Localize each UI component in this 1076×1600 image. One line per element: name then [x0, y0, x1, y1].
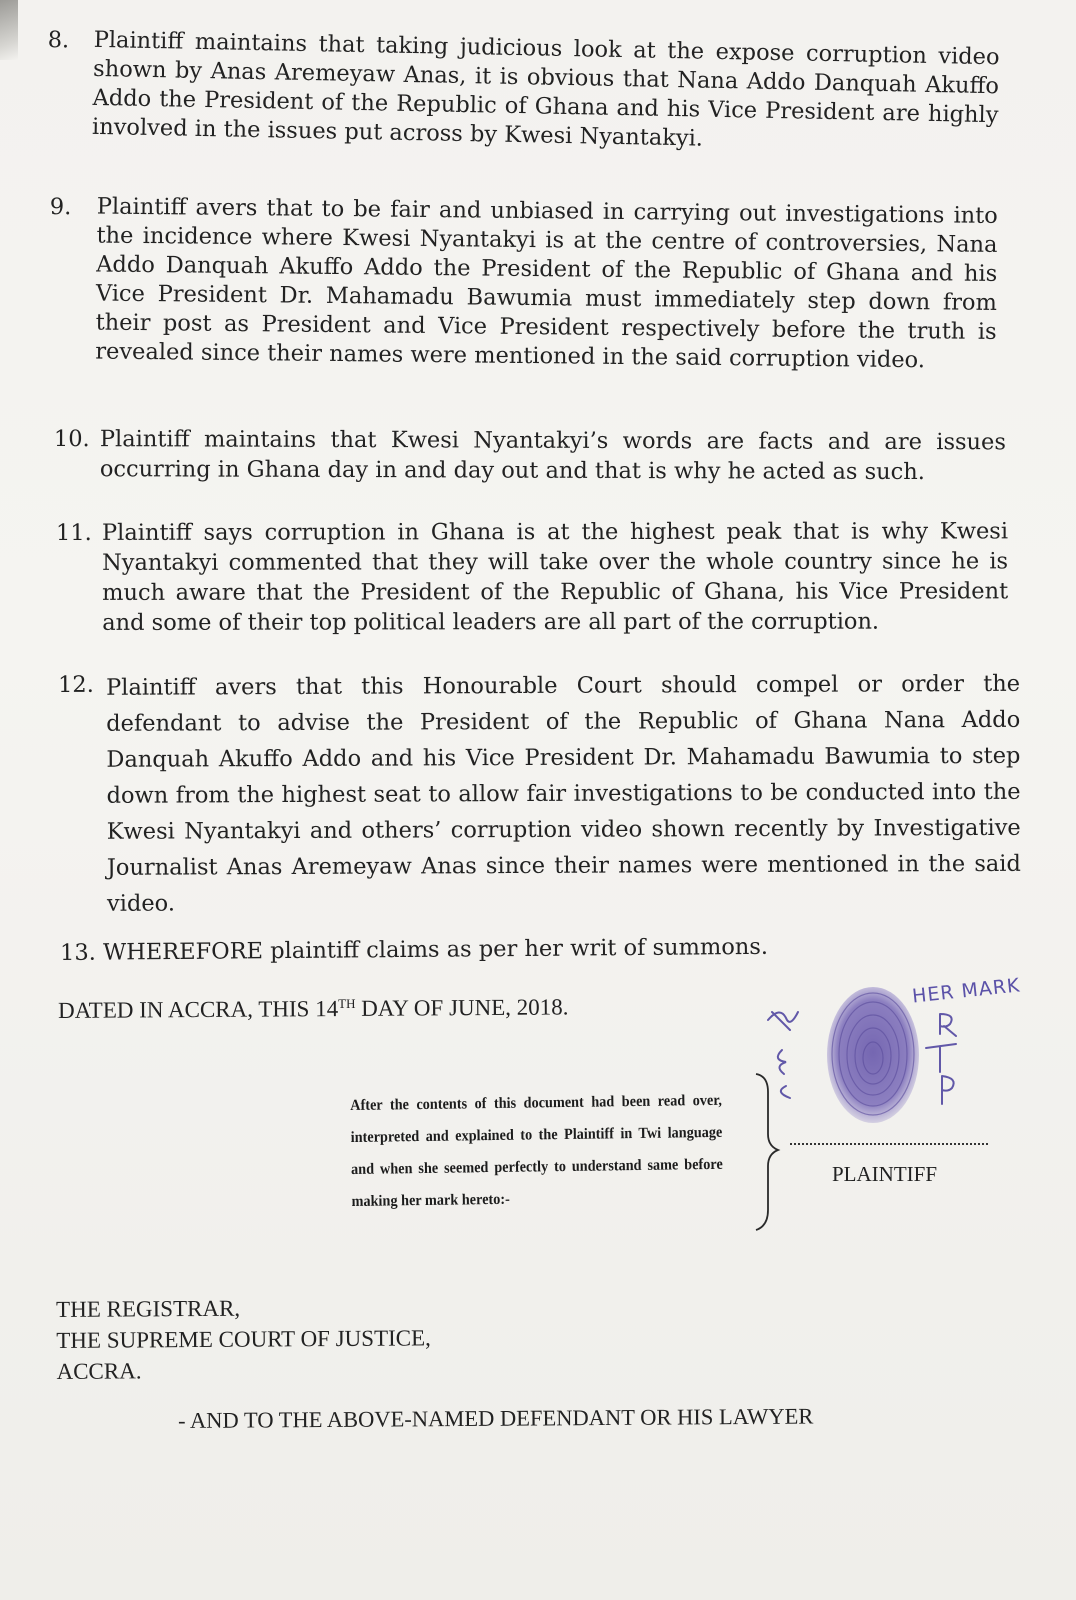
address-block — [56, 1291, 431, 1387]
signature-line — [790, 1143, 988, 1145]
dated-ordinal-suffix: TH — [338, 995, 356, 1012]
paragraph-9 — [48, 192, 998, 376]
paragraph-number: 13. — [60, 939, 97, 966]
dated-line — [58, 994, 569, 1024]
handwritten-her-mark: HER MARK — [911, 974, 1022, 1008]
paragraph-8 — [46, 25, 1000, 159]
paragraph-number: 9. — [49, 193, 72, 221]
paragraph-12 — [58, 666, 1021, 922]
handwritten-annotations — [760, 1000, 990, 1110]
paragraph-11 — [56, 516, 1008, 638]
address-line: THE SUPREME COURT OF JUSTICE, — [56, 1325, 431, 1353]
paragraph-10 — [54, 424, 1006, 487]
paragraph-number: 12. — [58, 671, 94, 698]
dated-text-end: DAY OF JUNE, 2018. — [355, 994, 569, 1021]
defendant-line: - AND TO THE ABOVE-NAMED DEFENDANT OR HIS LAWYER — [178, 1403, 814, 1433]
jurat-text: After the contents of this document had been read over, interpreted and explained to the Plaintiff in Twi language and when she seemed perfectly to understand same before making her mark hereto:- — [350, 1091, 723, 1210]
paragraph-number: 8. — [47, 26, 70, 54]
paragraph-text: Plaintiff says corruption in Ghana is at the highest peak that is why Kwesi Nyantakyi commented that they will take over the whole country since he is much aware that the President of the Republic of Ghana, his Vice President and some of their top political leaders are all part of the corruption. — [102, 518, 1009, 636]
address-line: ACCRA. — [56, 1358, 142, 1384]
paragraph-text: Plaintiff avers that to be fair and unbiased in carrying out investigations into the incidence where Kwesi Nyantakyi is at the centre of controversies, Nana Addo Danquah Akuffo Addo the President of the Republic of Ghana and his Vice President Dr. Mahamadu Bawumia must immediately step down from their post as President and Vice President respectively before the truth is revealed since their names were mentioned in the said corruption video. — [95, 193, 998, 374]
paragraph-text: Plaintiff maintains that Kwesi Nyantakyi’s words are facts and are issues occurring in Ghana day in and day out and that is why he acted as such. — [99, 426, 1006, 486]
dated-text: DATED IN ACCRA, THIS 14 — [58, 996, 339, 1023]
paragraph-text: Plaintiff avers that this Honourable Court should compel or order the defendant to advise the President of the Republic of Ghana Nana Addo Danquah Akuffo Addo and his Vice President Dr. Mahamadu Bawumia to step down from the highest seat to allow fair investigations to be conducted into the Kwesi Nyantakyi and others’ corruption video shown recently by Investigative Journalist Anas Aremeyaw Anas since their names were mentioned in the said video. — [106, 670, 1021, 917]
plaintiff-label: PLAINTIFF — [832, 1162, 938, 1186]
page-fold-shadow — [0, 0, 18, 60]
address-line: THE REGISTRAR, — [56, 1295, 241, 1322]
paragraph-number: 11. — [56, 519, 92, 546]
paragraph-number: 10. — [53, 426, 90, 453]
paragraph-13 — [60, 934, 768, 966]
paragraph-text: Plaintiff maintains that taking judicious look at the expose corruption video shown by Anas Aremeyaw Anas, it is obvious that Nana Addo Danquah Akuffo Addo the President of the Republic of Ghana and his Vice President are highly involved in the issues put across by Kwesi Nyantakyi. — [91, 26, 1000, 152]
paragraph-text: WHEREFORE plaintiff claims as per her writ of summons. — [102, 933, 769, 966]
